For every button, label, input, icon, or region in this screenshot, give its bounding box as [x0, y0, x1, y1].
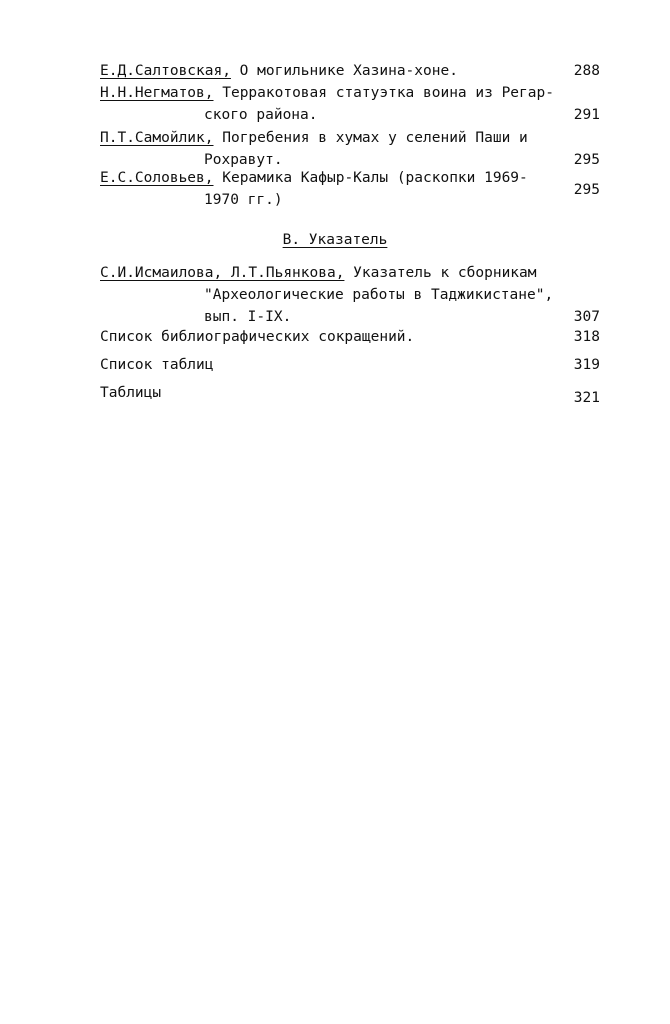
entry-title: Терракотовая статуэтка воина из Регар- [213, 85, 554, 101]
index-entry [100, 262, 600, 328]
entry-title-continued: ского района. [204, 107, 318, 123]
toc-line [100, 382, 600, 404]
entry-author: Н.Н.Негматов, [100, 85, 214, 101]
toc-entry [100, 82, 600, 126]
toc-entry [100, 127, 600, 171]
entry-title: Погребения в хумах у селений Паши и [213, 130, 528, 146]
toc-line [100, 104, 600, 126]
toc-entry [100, 382, 600, 404]
entry-page-number: 307 [573, 309, 600, 325]
entry-author: Е.С.Соловьев, [100, 170, 214, 186]
toc-line [100, 354, 600, 376]
toc-entry [100, 60, 600, 82]
toc-line [100, 189, 600, 211]
entry-title-continued: Рохравут. [204, 152, 283, 168]
toc-entry [100, 354, 600, 376]
entry-author: С.И.Исмаилова, Л.Т.Пьянкова, [100, 265, 345, 281]
toc-line [100, 82, 600, 104]
entry-page-number: 295 [573, 182, 600, 198]
entry-author: Е.Д.Салтовская, [100, 63, 231, 79]
entry-title-continued: вып. I-IX. [204, 309, 292, 325]
toc-line [100, 284, 600, 306]
toc-line [100, 306, 600, 328]
section-heading [0, 229, 670, 251]
entry-title: Указатель к сборникам [344, 265, 537, 281]
entry-page-number: 288 [573, 63, 600, 79]
entry-title: Список таблиц [100, 357, 214, 373]
section-heading-text: В. Указатель [282, 232, 388, 248]
entry-title: Керамика Кафыр-Калы (раскопки 1969- [213, 170, 528, 186]
entry-title: О могильнике Хазина-хоне. [230, 63, 458, 79]
toc-entry [100, 326, 600, 348]
toc-line [100, 127, 600, 149]
entry-page-number: 318 [573, 329, 600, 345]
toc-line [100, 326, 600, 348]
entry-page-number: 319 [573, 357, 600, 373]
toc-entry [100, 167, 600, 211]
entry-title: Таблицы [100, 385, 162, 401]
entry-title-continued: "Археологические работы в Таджикистане", [204, 287, 554, 303]
entry-author: П.Т.Самойлик, [100, 130, 214, 146]
entry-page-number: 291 [573, 107, 600, 123]
toc-line [100, 60, 600, 82]
toc-line [100, 262, 600, 284]
entry-title: Список библиографических сокращений. [100, 329, 415, 345]
entry-page-number: 321 [573, 390, 600, 406]
entry-title-continued: 1970 гг.) [204, 192, 283, 208]
entry-page-number: 295 [573, 152, 600, 168]
toc-line [100, 167, 600, 189]
